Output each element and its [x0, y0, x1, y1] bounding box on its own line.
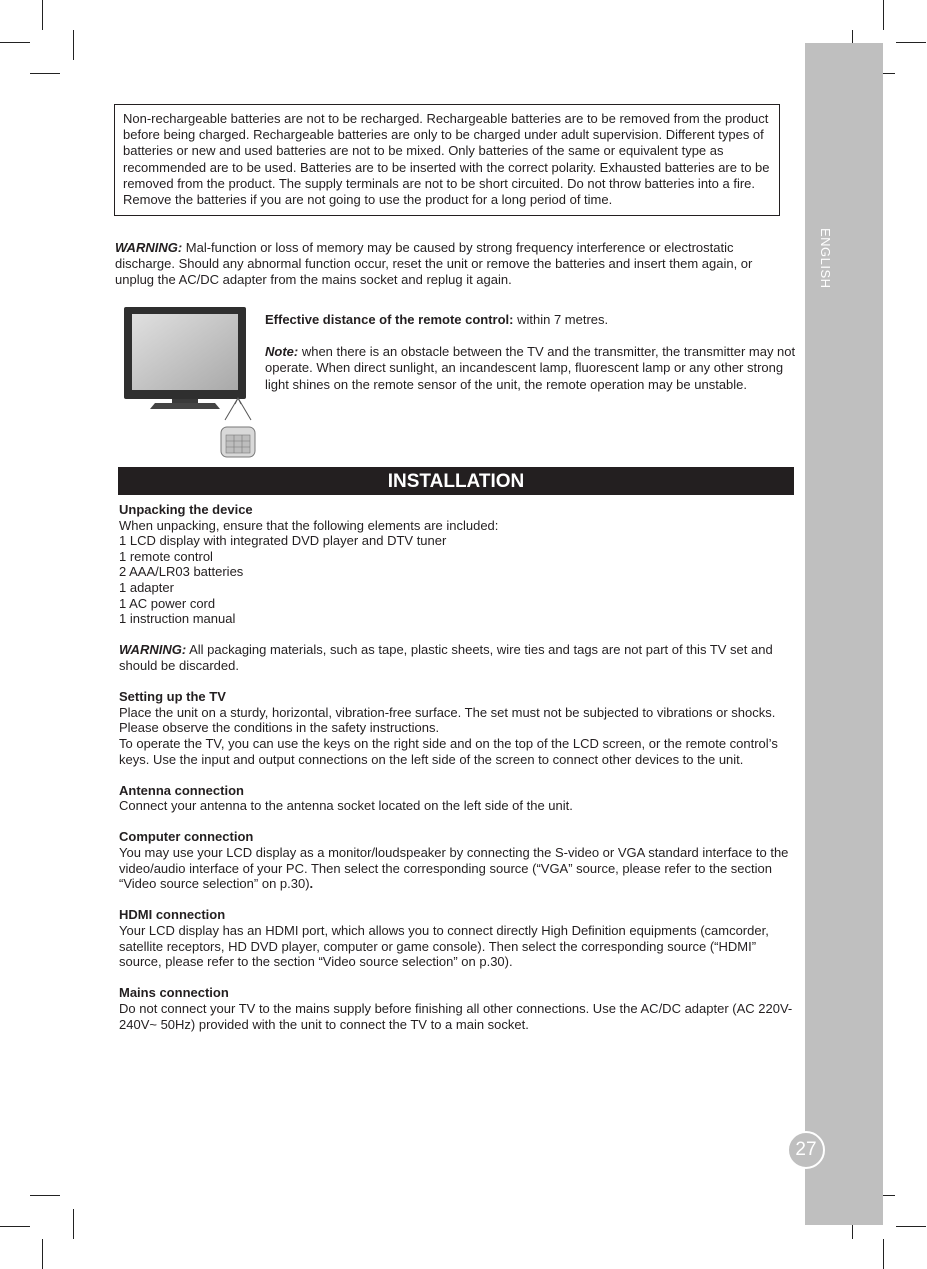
list-item: 1 AC power cord — [119, 595, 216, 611]
antenna-text: Connect your antenna to the antenna socket located on the left side of the unit. — [119, 798, 573, 814]
setting-up-heading: Setting up the TV — [119, 689, 226, 705]
list-item: 1 adapter — [119, 579, 174, 595]
remote-info — [265, 312, 797, 393]
hdmi-text: Your LCD display has an HDMI port, which allows you to connect directly High Definition equipments (camcorder, satellite receptors, HD DVD player, computer or game console). Then select the corresponding source (“HDMI” source, please refer to the section “Video source selection” on p.30). — [119, 923, 769, 970]
page-number: 27 — [787, 1131, 825, 1169]
unpacking-intro: When unpacking, ensure that the following elements are included: — [119, 517, 499, 533]
crop-mark — [883, 1239, 884, 1269]
signal-arrows-icon — [225, 398, 251, 420]
list-item: 1 instruction manual — [119, 611, 236, 627]
remote-distance-label: Effective distance of the remote control: — [265, 312, 514, 327]
crop-mark — [30, 73, 60, 74]
mains-heading: Mains connection — [119, 985, 229, 1001]
crop-mark — [896, 42, 926, 43]
remote-control-icon — [221, 427, 255, 457]
mains-section — [119, 985, 795, 1032]
computer-heading: Computer connection — [119, 829, 254, 845]
setting-up-paragraph: Place the unit on a sturdy, horizontal, vibration-free surface. The set must not be subjected to vibrations or shocks. Please observe the conditions in the safety instructions. — [119, 704, 776, 736]
hdmi-section — [119, 907, 795, 969]
crop-mark — [42, 0, 43, 30]
warning-text: Mal-function or loss of memory may be caused by strong frequency interference or electrostatic discharge. Should any abnormal function occur, reset the unit or remove the batteries and insert them again, or unplug the AC/DC adapter from the mains socket and replug it again. — [115, 240, 753, 288]
remote-note-text: when there is an obstacle between the TV and the transmitter, the transmitter may not operate. When direct sunlight, an incandescent lamp, fluorescent lamp or any other strong light shines on the remote sensor of the unit, the remote operation may be unstable. — [265, 344, 796, 392]
battery-notice-box: Non-rechargeable batteries are not to be recharged. Rechargeable batteries are to be removed from the product before being charged. Rechargeable batteries are only to be charged under adult supervision. Different types of batteries or new and used batteries are not to be mixed. Only batteries of the same or equivalent type as recommended are to be used. Batteries are to be inserted with the correct polarity. Exhausted batteries are to be removed from the product. The supply terminals are not to be short circuited. Do not throw batteries into a fire. Remove the batteries if you are not going to use the product for a long period of time. — [114, 104, 780, 216]
language-sidebar — [805, 43, 883, 1225]
unpacking-heading: Unpacking the device — [119, 502, 253, 517]
remote-distance-value: within 7 metres. — [513, 312, 609, 327]
tv-remote-illustration — [120, 305, 265, 460]
antenna-section — [119, 783, 795, 814]
installation-content — [119, 502, 795, 1048]
setting-up-section — [119, 689, 795, 767]
list-item: 1 remote control — [119, 548, 213, 564]
packaging-warning — [119, 642, 795, 673]
list-item: 1 LCD display with integrated DVD player and DTV tuner — [119, 533, 447, 549]
memory-warning — [115, 240, 775, 289]
installation-heading: INSTALLATION — [118, 467, 794, 495]
crop-mark — [0, 1226, 30, 1227]
language-label: ENGLISH — [818, 228, 833, 289]
crop-mark — [30, 1195, 60, 1196]
tv-icon — [124, 307, 246, 409]
computer-section — [119, 829, 795, 891]
crop-mark — [0, 42, 30, 43]
warning-label: WARNING: — [119, 642, 187, 658]
warning-text: All packaging materials, such as tape, plastic sheets, wire ties and tags are not part of this TV set and should be discarded. — [119, 642, 773, 673]
computer-end: . — [309, 876, 314, 892]
crop-mark — [73, 1209, 74, 1239]
list-item: 2 AAA/LR03 batteries — [119, 564, 244, 580]
crop-mark — [42, 1239, 43, 1269]
computer-text — [119, 845, 795, 892]
unpacking-section — [119, 502, 795, 627]
crop-mark — [883, 0, 884, 30]
computer-body: You may use your LCD display as a monitor/loudspeaker by connecting the S-video or VGA standard interface to the video/audio interface of your PC. Then select the corresponding source (“VGA” source, please refer to the section “Video source selection” on p.30) — [119, 845, 789, 892]
remote-distance — [265, 312, 797, 328]
mains-text: Do not connect your TV to the mains supply before finishing all other connections. Use the AC/DC adapter (AC 220V- 240V~ 50Hz) provided with the unit to connect the TV to a main socket. — [119, 1001, 793, 1032]
crop-mark — [73, 30, 74, 60]
remote-note — [265, 344, 797, 393]
hdmi-heading: HDMI connection — [119, 907, 226, 923]
remote-note-label: Note: — [265, 344, 299, 360]
setting-up-paragraph: To operate the TV, you can use the keys on the right side and on the top of the LCD screen, or the remote control’s keys. Use the input and output connections on the left side of the screen to connect other devices to the unit. — [119, 735, 778, 767]
warning-label: WARNING: — [115, 240, 183, 255]
antenna-heading: Antenna connection — [119, 782, 244, 798]
crop-mark — [896, 1226, 926, 1227]
